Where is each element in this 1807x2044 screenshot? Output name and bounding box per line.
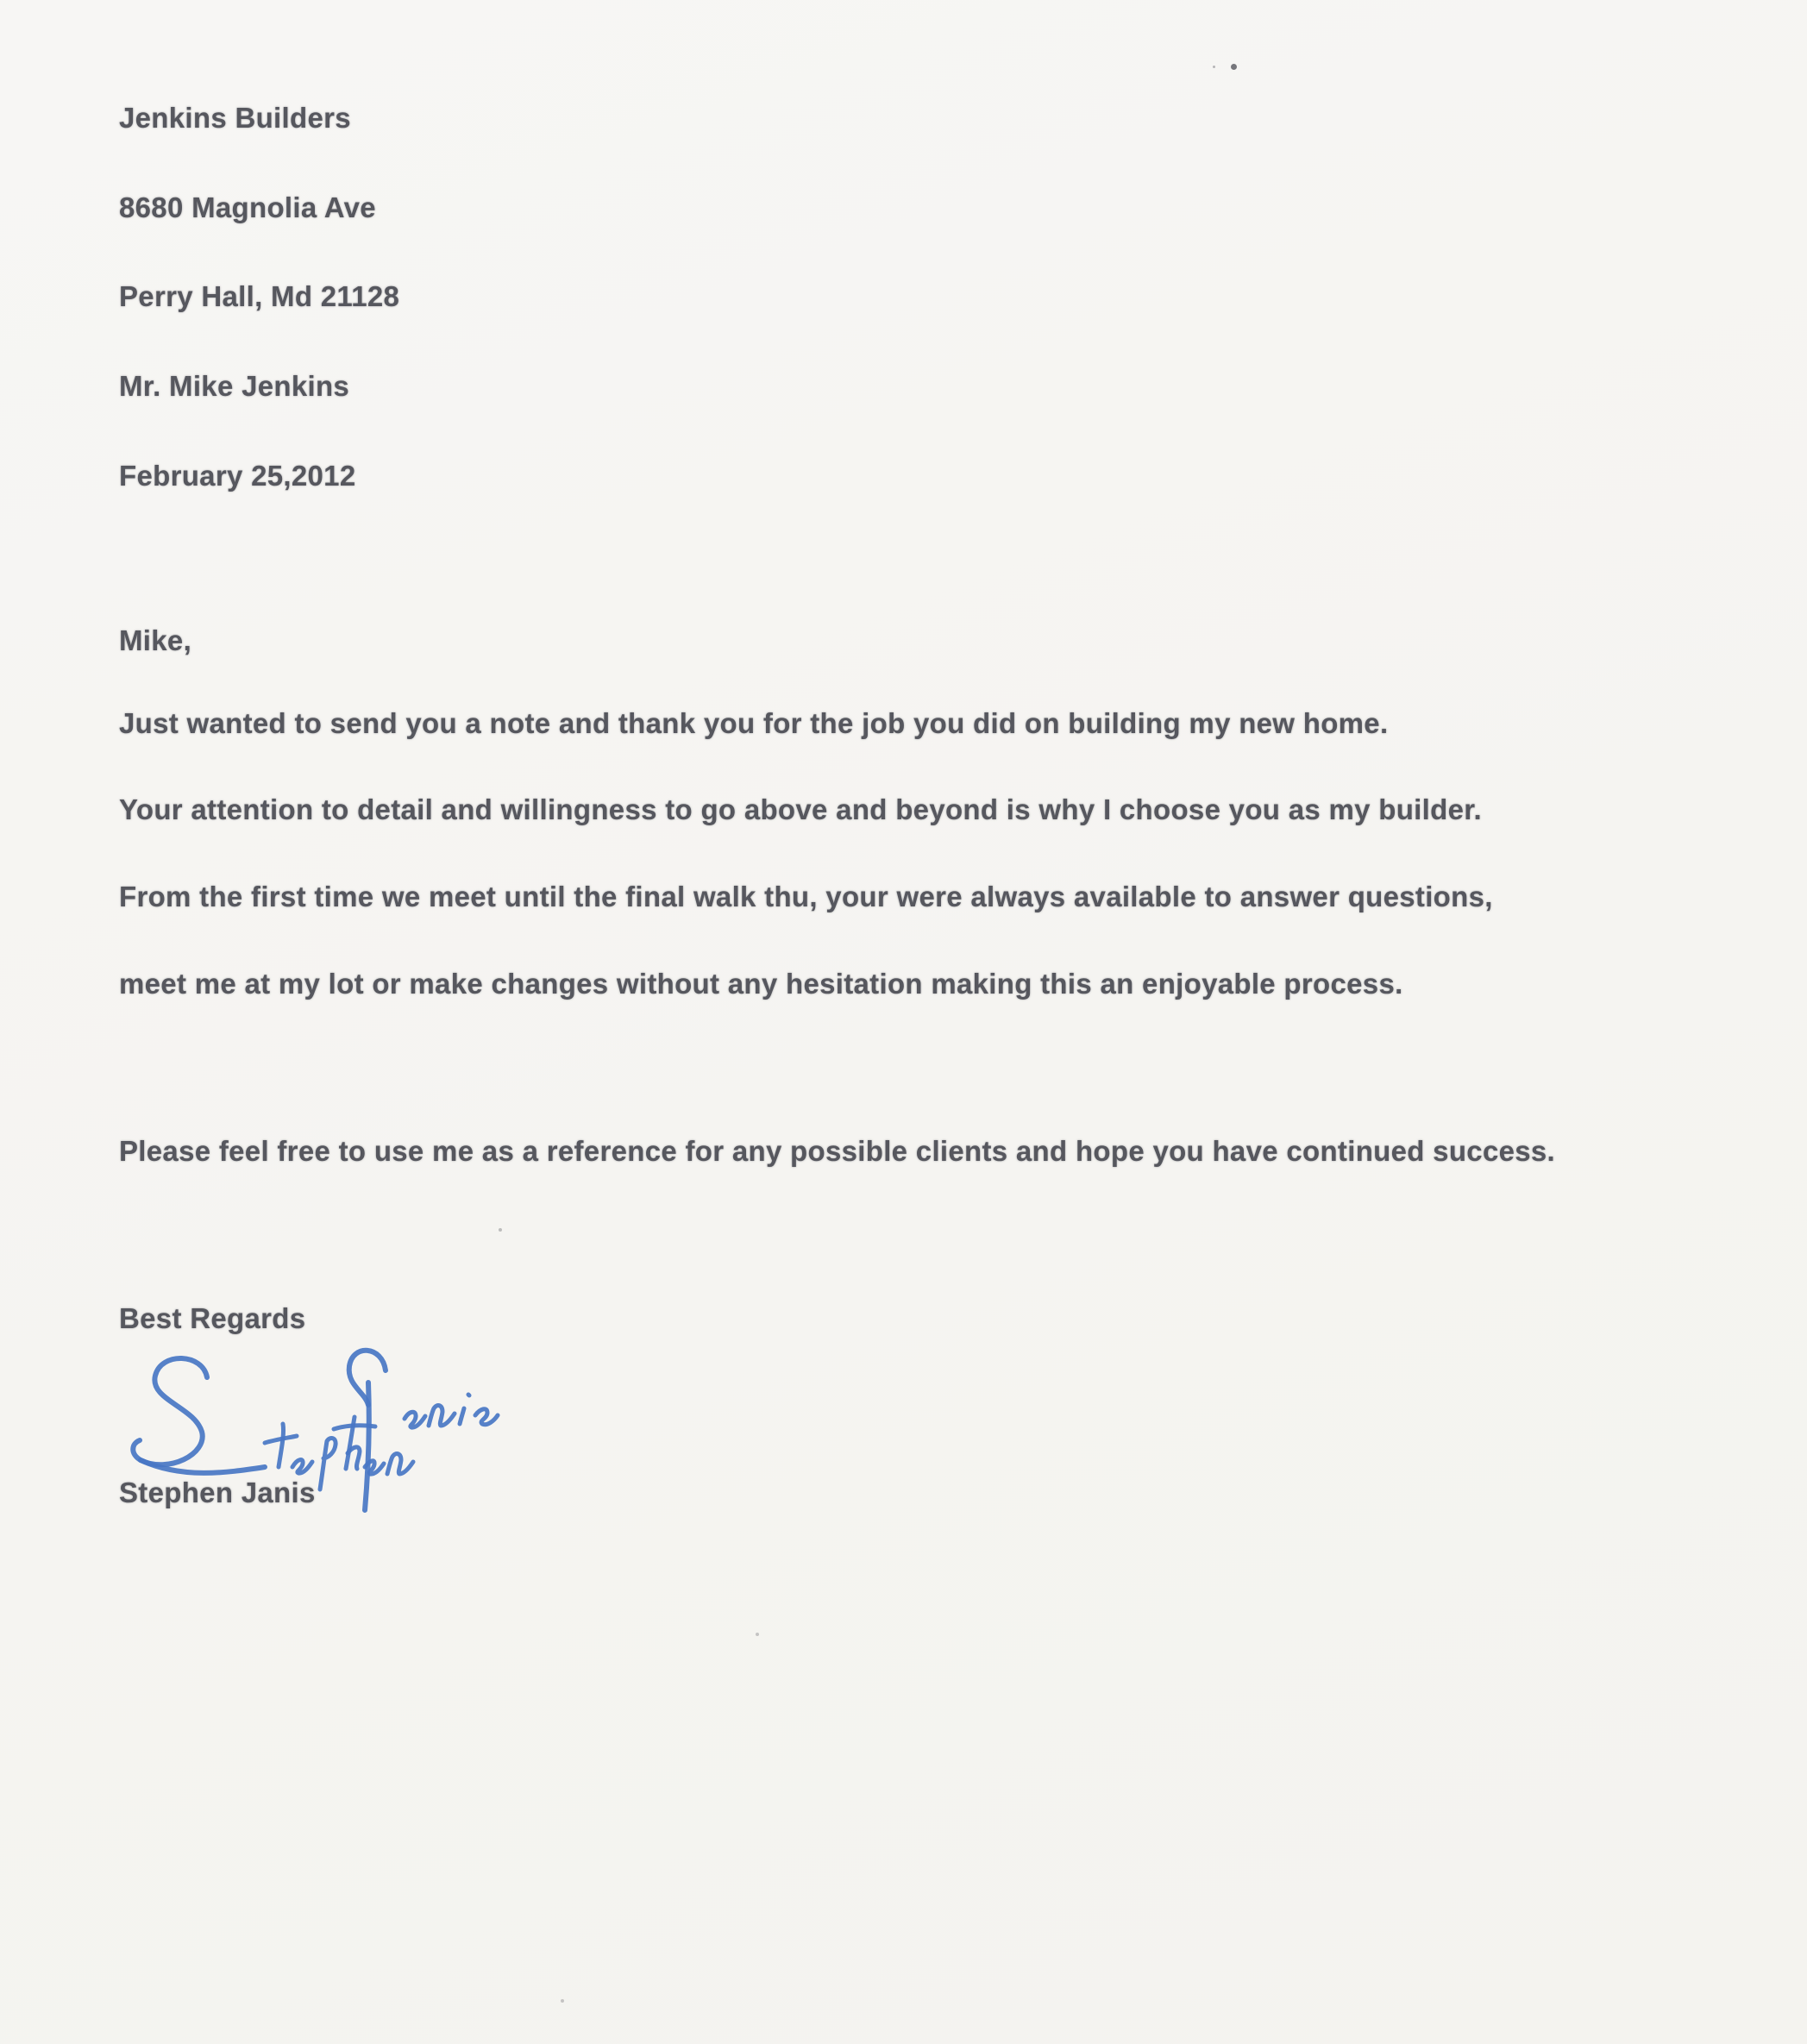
body-line-4: meet me at my lot or make changes without any hesitation making this an enjoyable process.	[119, 968, 1403, 1000]
valediction: Best Regards	[119, 1302, 306, 1334]
body-line-3: From the first time we meet until the final walk thu, your were always available to answer questions,	[119, 881, 1493, 912]
body-line-1: Just wanted to send you a note and thank you for the job you did on building my new home.	[119, 707, 1389, 739]
salutation: Mike,	[119, 624, 192, 656]
street-address: 8680 Magnolia Ave	[119, 191, 376, 223]
body-line-2: Your attention to detail and willingness to go above and beyond is why I choose you as my builder.	[119, 793, 1483, 825]
scan-speck	[1231, 64, 1237, 70]
company-name: Jenkins Builders	[119, 102, 351, 134]
recipient-name: Mr. Mike Jenkins	[119, 370, 350, 402]
closing-line: Please feel free to use me as a reference for any possible clients and hope you have continued success.	[119, 1135, 1556, 1167]
letter-date: February 25,2012	[119, 460, 356, 492]
scan-speck	[561, 1999, 564, 2003]
scan-speck	[756, 1633, 759, 1636]
typed-signature-name: Stephen Janis	[119, 1477, 316, 1508]
city-state-zip: Perry Hall, Md 21128	[119, 280, 400, 312]
scan-speck	[1213, 66, 1215, 68]
scan-speck	[499, 1228, 502, 1232]
